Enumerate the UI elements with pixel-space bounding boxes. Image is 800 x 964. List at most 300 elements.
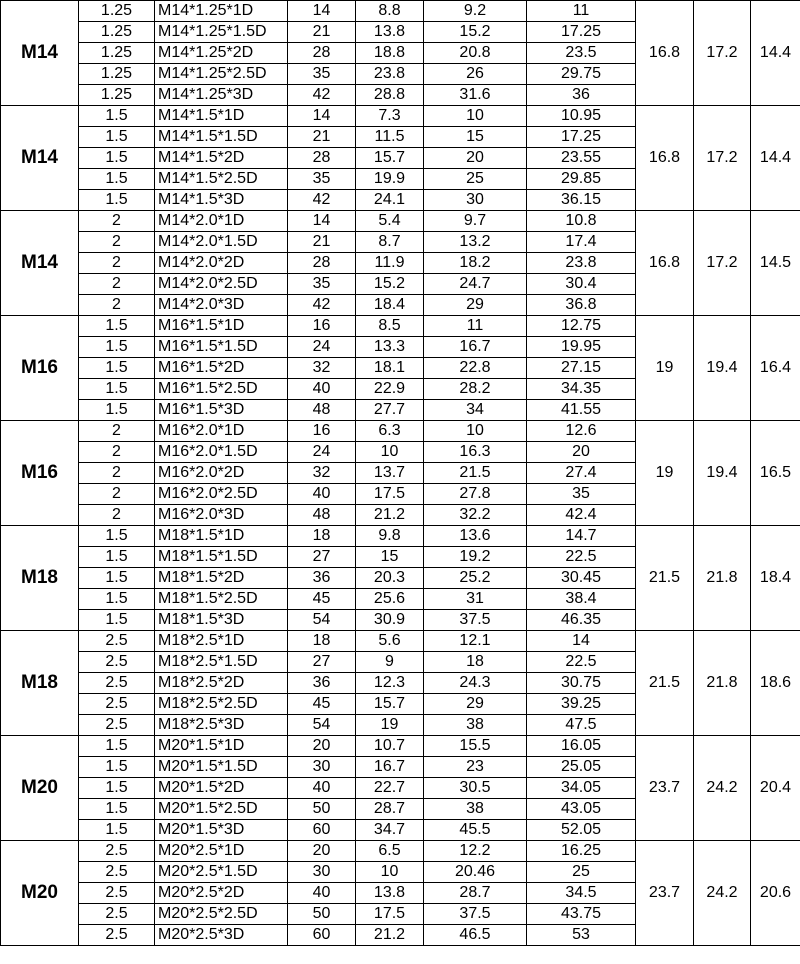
value-c-cell: 46.35 <box>527 610 636 631</box>
value-c-cell: 34.05 <box>527 778 636 799</box>
dimension-1-cell: 23.7 <box>636 841 694 946</box>
dimension-3-cell: 20.4 <box>751 736 800 841</box>
pitch-cell: 1.5 <box>79 757 155 778</box>
value-a-cell: 13.3 <box>356 337 424 358</box>
model-cell: M14*1.5*2D <box>155 148 288 169</box>
length-cell: 30 <box>288 757 356 778</box>
value-a-cell: 24.1 <box>356 190 424 211</box>
dimension-3-cell: 16.5 <box>751 421 800 526</box>
dimension-2-cell: 21.8 <box>694 526 751 631</box>
pitch-cell: 1.5 <box>79 547 155 568</box>
value-b-cell: 22.8 <box>424 358 527 379</box>
length-cell: 50 <box>288 904 356 925</box>
value-b-cell: 20.8 <box>424 43 527 64</box>
dimension-3-cell: 18.4 <box>751 526 800 631</box>
model-cell: M16*1.5*3D <box>155 400 288 421</box>
value-c-cell: 43.75 <box>527 904 636 925</box>
value-c-cell: 34.35 <box>527 379 636 400</box>
length-cell: 21 <box>288 127 356 148</box>
value-b-cell: 38 <box>424 715 527 736</box>
value-c-cell: 14 <box>527 631 636 652</box>
value-b-cell: 25 <box>424 169 527 190</box>
value-a-cell: 9.8 <box>356 526 424 547</box>
thread-size-cell: M14 <box>1 1 79 106</box>
value-c-cell: 53 <box>527 925 636 946</box>
dimension-1-cell: 19 <box>636 316 694 421</box>
length-cell: 42 <box>288 85 356 106</box>
value-c-cell: 47.5 <box>527 715 636 736</box>
value-c-cell: 11 <box>527 1 636 22</box>
value-c-cell: 16.25 <box>527 841 636 862</box>
value-b-cell: 46.5 <box>424 925 527 946</box>
value-b-cell: 27.8 <box>424 484 527 505</box>
value-b-cell: 15.5 <box>424 736 527 757</box>
length-cell: 60 <box>288 820 356 841</box>
length-cell: 36 <box>288 673 356 694</box>
value-a-cell: 15.7 <box>356 694 424 715</box>
pitch-cell: 1.5 <box>79 358 155 379</box>
pitch-cell: 2 <box>79 232 155 253</box>
value-b-cell: 19.2 <box>424 547 527 568</box>
value-c-cell: 36.8 <box>527 295 636 316</box>
value-c-cell: 29.75 <box>527 64 636 85</box>
model-cell: M20*1.5*2D <box>155 778 288 799</box>
value-a-cell: 15.7 <box>356 148 424 169</box>
length-cell: 40 <box>288 379 356 400</box>
pitch-cell: 2 <box>79 253 155 274</box>
length-cell: 27 <box>288 652 356 673</box>
value-a-cell: 13.8 <box>356 883 424 904</box>
value-a-cell: 8.5 <box>356 316 424 337</box>
value-a-cell: 12.3 <box>356 673 424 694</box>
pitch-cell: 2 <box>79 442 155 463</box>
dimension-1-cell: 16.8 <box>636 211 694 316</box>
thread-size-cell: M20 <box>1 841 79 946</box>
length-cell: 20 <box>288 736 356 757</box>
length-cell: 45 <box>288 694 356 715</box>
length-cell: 16 <box>288 421 356 442</box>
value-b-cell: 31 <box>424 589 527 610</box>
value-c-cell: 30.45 <box>527 568 636 589</box>
value-a-cell: 16.7 <box>356 757 424 778</box>
pitch-cell: 1.5 <box>79 400 155 421</box>
model-cell: M16*1.5*1D <box>155 316 288 337</box>
thread-size-cell: M18 <box>1 631 79 736</box>
model-cell: M20*2.5*2D <box>155 883 288 904</box>
dimension-3-cell: 14.4 <box>751 106 800 211</box>
value-a-cell: 10 <box>356 442 424 463</box>
thread-size-cell: M16 <box>1 316 79 421</box>
pitch-cell: 1.25 <box>79 43 155 64</box>
value-a-cell: 34.7 <box>356 820 424 841</box>
model-cell: M14*1.5*2.5D <box>155 169 288 190</box>
value-a-cell: 19 <box>356 715 424 736</box>
value-c-cell: 52.05 <box>527 820 636 841</box>
pitch-cell: 2.5 <box>79 904 155 925</box>
value-a-cell: 19.9 <box>356 169 424 190</box>
pitch-cell: 1.5 <box>79 169 155 190</box>
model-cell: M14*1.25*1.5D <box>155 22 288 43</box>
value-a-cell: 8.8 <box>356 1 424 22</box>
pitch-cell: 1.5 <box>79 148 155 169</box>
length-cell: 45 <box>288 589 356 610</box>
dimension-2-cell: 17.2 <box>694 211 751 316</box>
value-c-cell: 17.25 <box>527 127 636 148</box>
length-cell: 32 <box>288 463 356 484</box>
dimension-1-cell: 21.5 <box>636 526 694 631</box>
dimension-3-cell: 14.5 <box>751 211 800 316</box>
pitch-cell: 1.5 <box>79 337 155 358</box>
length-cell: 27 <box>288 547 356 568</box>
value-b-cell: 26 <box>424 64 527 85</box>
length-cell: 54 <box>288 610 356 631</box>
length-cell: 24 <box>288 337 356 358</box>
value-a-cell: 18.4 <box>356 295 424 316</box>
length-cell: 48 <box>288 505 356 526</box>
thread-size-cell: M16 <box>1 421 79 526</box>
value-a-cell: 13.7 <box>356 463 424 484</box>
dimension-3-cell: 20.6 <box>751 841 800 946</box>
dimension-1-cell: 16.8 <box>636 106 694 211</box>
value-b-cell: 12.1 <box>424 631 527 652</box>
dimension-2-cell: 24.2 <box>694 841 751 946</box>
pitch-cell: 1.5 <box>79 526 155 547</box>
value-c-cell: 43.05 <box>527 799 636 820</box>
value-b-cell: 38 <box>424 799 527 820</box>
length-cell: 21 <box>288 22 356 43</box>
value-c-cell: 38.4 <box>527 589 636 610</box>
length-cell: 14 <box>288 1 356 22</box>
value-b-cell: 25.2 <box>424 568 527 589</box>
value-c-cell: 19.95 <box>527 337 636 358</box>
model-cell: M18*1.5*2D <box>155 568 288 589</box>
pitch-cell: 1.5 <box>79 379 155 400</box>
model-cell: M18*2.5*1.5D <box>155 652 288 673</box>
pitch-cell: 2 <box>79 463 155 484</box>
pitch-cell: 2.5 <box>79 652 155 673</box>
value-c-cell: 17.25 <box>527 22 636 43</box>
length-cell: 24 <box>288 442 356 463</box>
value-c-cell: 10.95 <box>527 106 636 127</box>
model-cell: M20*1.5*1D <box>155 736 288 757</box>
value-a-cell: 28.7 <box>356 799 424 820</box>
model-cell: M14*1.25*2.5D <box>155 64 288 85</box>
pitch-cell: 2.5 <box>79 841 155 862</box>
pitch-cell: 1.5 <box>79 127 155 148</box>
value-a-cell: 7.3 <box>356 106 424 127</box>
pitch-cell: 1.25 <box>79 85 155 106</box>
model-cell: M20*2.5*1.5D <box>155 862 288 883</box>
value-c-cell: 36.15 <box>527 190 636 211</box>
pitch-cell: 2 <box>79 211 155 232</box>
value-b-cell: 20.46 <box>424 862 527 883</box>
length-cell: 50 <box>288 799 356 820</box>
value-a-cell: 15.2 <box>356 274 424 295</box>
value-a-cell: 22.9 <box>356 379 424 400</box>
value-c-cell: 10.8 <box>527 211 636 232</box>
dimension-2-cell: 19.4 <box>694 316 751 421</box>
value-c-cell: 36 <box>527 85 636 106</box>
pitch-cell: 1.5 <box>79 736 155 757</box>
dimension-2-cell: 24.2 <box>694 736 751 841</box>
length-cell: 18 <box>288 631 356 652</box>
value-b-cell: 13.2 <box>424 232 527 253</box>
value-a-cell: 28.8 <box>356 85 424 106</box>
table-row <box>1 316 800 337</box>
table-row <box>1 106 800 127</box>
value-b-cell: 18.2 <box>424 253 527 274</box>
dimension-3-cell: 18.6 <box>751 631 800 736</box>
length-cell: 36 <box>288 568 356 589</box>
value-c-cell: 22.5 <box>527 652 636 673</box>
length-cell: 30 <box>288 862 356 883</box>
pitch-cell: 2.5 <box>79 694 155 715</box>
length-cell: 60 <box>288 925 356 946</box>
model-cell: M14*1.5*3D <box>155 190 288 211</box>
model-cell: M18*2.5*2.5D <box>155 694 288 715</box>
dimension-1-cell: 19 <box>636 421 694 526</box>
pitch-cell: 2 <box>79 274 155 295</box>
value-b-cell: 12.2 <box>424 841 527 862</box>
value-b-cell: 32.2 <box>424 505 527 526</box>
table-row <box>1 211 800 232</box>
model-cell: M14*1.5*1.5D <box>155 127 288 148</box>
table-row <box>1 736 800 757</box>
pitch-cell: 1.5 <box>79 568 155 589</box>
value-b-cell: 20 <box>424 148 527 169</box>
model-cell: M16*2.0*2D <box>155 463 288 484</box>
model-cell: M16*2.0*3D <box>155 505 288 526</box>
table-row <box>1 841 800 862</box>
value-b-cell: 29 <box>424 694 527 715</box>
value-c-cell: 14.7 <box>527 526 636 547</box>
length-cell: 48 <box>288 400 356 421</box>
length-cell: 35 <box>288 274 356 295</box>
model-cell: M18*1.5*3D <box>155 610 288 631</box>
length-cell: 14 <box>288 211 356 232</box>
pitch-cell: 2.5 <box>79 925 155 946</box>
value-c-cell: 30.75 <box>527 673 636 694</box>
value-b-cell: 16.7 <box>424 337 527 358</box>
value-a-cell: 18.8 <box>356 43 424 64</box>
model-cell: M14*2.0*2D <box>155 253 288 274</box>
pitch-cell: 1.5 <box>79 589 155 610</box>
dimension-1-cell: 16.8 <box>636 1 694 106</box>
value-a-cell: 9 <box>356 652 424 673</box>
dimension-3-cell: 16.4 <box>751 316 800 421</box>
value-b-cell: 18 <box>424 652 527 673</box>
value-b-cell: 10 <box>424 106 527 127</box>
value-b-cell: 28.7 <box>424 883 527 904</box>
dimension-1-cell: 23.7 <box>636 736 694 841</box>
value-b-cell: 37.5 <box>424 610 527 631</box>
dimension-1-cell: 21.5 <box>636 631 694 736</box>
length-cell: 35 <box>288 64 356 85</box>
value-c-cell: 12.6 <box>527 421 636 442</box>
model-cell: M16*1.5*1.5D <box>155 337 288 358</box>
model-cell: M18*1.5*1.5D <box>155 547 288 568</box>
dimension-2-cell: 19.4 <box>694 421 751 526</box>
value-b-cell: 45.5 <box>424 820 527 841</box>
model-cell: M20*2.5*2.5D <box>155 904 288 925</box>
value-a-cell: 11.5 <box>356 127 424 148</box>
value-b-cell: 34 <box>424 400 527 421</box>
value-b-cell: 13.6 <box>424 526 527 547</box>
length-cell: 40 <box>288 484 356 505</box>
length-cell: 32 <box>288 358 356 379</box>
pitch-cell: 2.5 <box>79 883 155 904</box>
pitch-cell: 1.25 <box>79 22 155 43</box>
value-a-cell: 17.5 <box>356 904 424 925</box>
value-b-cell: 31.6 <box>424 85 527 106</box>
spec-table-body <box>1 1 800 946</box>
model-cell: M20*2.5*1D <box>155 841 288 862</box>
value-b-cell: 30.5 <box>424 778 527 799</box>
value-c-cell: 29.85 <box>527 169 636 190</box>
pitch-cell: 1.5 <box>79 820 155 841</box>
pitch-cell: 2.5 <box>79 715 155 736</box>
dimension-2-cell: 21.8 <box>694 631 751 736</box>
pitch-cell: 2 <box>79 421 155 442</box>
pitch-cell: 1.25 <box>79 64 155 85</box>
value-a-cell: 6.3 <box>356 421 424 442</box>
value-a-cell: 20.3 <box>356 568 424 589</box>
value-c-cell: 30.4 <box>527 274 636 295</box>
length-cell: 21 <box>288 232 356 253</box>
value-c-cell: 23.8 <box>527 253 636 274</box>
value-a-cell: 25.6 <box>356 589 424 610</box>
table-row <box>1 526 800 547</box>
pitch-cell: 2.5 <box>79 862 155 883</box>
length-cell: 28 <box>288 148 356 169</box>
model-cell: M14*2.0*1D <box>155 211 288 232</box>
dimension-2-cell: 17.2 <box>694 106 751 211</box>
pitch-cell: 2 <box>79 484 155 505</box>
value-c-cell: 17.4 <box>527 232 636 253</box>
value-b-cell: 11 <box>424 316 527 337</box>
thread-size-cell: M20 <box>1 736 79 841</box>
pitch-cell: 2.5 <box>79 631 155 652</box>
value-a-cell: 15 <box>356 547 424 568</box>
model-cell: M20*1.5*1.5D <box>155 757 288 778</box>
length-cell: 28 <box>288 253 356 274</box>
model-cell: M14*1.25*1D <box>155 1 288 22</box>
value-a-cell: 10.7 <box>356 736 424 757</box>
value-c-cell: 23.5 <box>527 43 636 64</box>
model-cell: M18*1.5*2.5D <box>155 589 288 610</box>
thread-size-cell: M18 <box>1 526 79 631</box>
value-b-cell: 9.7 <box>424 211 527 232</box>
model-cell: M16*1.5*2.5D <box>155 379 288 400</box>
value-b-cell: 29 <box>424 295 527 316</box>
table-row <box>1 631 800 652</box>
dimension-3-cell: 14.4 <box>751 1 800 106</box>
thread-size-cell: M14 <box>1 211 79 316</box>
length-cell: 14 <box>288 106 356 127</box>
value-c-cell: 39.25 <box>527 694 636 715</box>
length-cell: 40 <box>288 778 356 799</box>
value-a-cell: 13.8 <box>356 22 424 43</box>
value-c-cell: 27.15 <box>527 358 636 379</box>
model-cell: M16*2.0*1.5D <box>155 442 288 463</box>
length-cell: 20 <box>288 841 356 862</box>
value-a-cell: 5.4 <box>356 211 424 232</box>
pitch-cell: 1.5 <box>79 799 155 820</box>
value-b-cell: 15.2 <box>424 22 527 43</box>
value-b-cell: 9.2 <box>424 1 527 22</box>
value-c-cell: 41.55 <box>527 400 636 421</box>
pitch-cell: 1.5 <box>79 190 155 211</box>
length-cell: 35 <box>288 169 356 190</box>
table-row <box>1 1 800 22</box>
value-c-cell: 35 <box>527 484 636 505</box>
value-a-cell: 27.7 <box>356 400 424 421</box>
value-a-cell: 21.2 <box>356 925 424 946</box>
model-cell: M20*1.5*2.5D <box>155 799 288 820</box>
value-a-cell: 22.7 <box>356 778 424 799</box>
model-cell: M20*2.5*3D <box>155 925 288 946</box>
model-cell: M14*1.25*3D <box>155 85 288 106</box>
value-c-cell: 20 <box>527 442 636 463</box>
model-cell: M14*2.0*3D <box>155 295 288 316</box>
table-row <box>1 421 800 442</box>
value-c-cell: 22.5 <box>527 547 636 568</box>
value-c-cell: 25.05 <box>527 757 636 778</box>
dimension-2-cell: 17.2 <box>694 1 751 106</box>
model-cell: M18*2.5*2D <box>155 673 288 694</box>
length-cell: 16 <box>288 316 356 337</box>
value-a-cell: 5.6 <box>356 631 424 652</box>
value-b-cell: 28.2 <box>424 379 527 400</box>
length-cell: 18 <box>288 526 356 547</box>
model-cell: M18*1.5*1D <box>155 526 288 547</box>
value-b-cell: 15 <box>424 127 527 148</box>
value-a-cell: 17.5 <box>356 484 424 505</box>
model-cell: M16*1.5*2D <box>155 358 288 379</box>
length-cell: 28 <box>288 43 356 64</box>
model-cell: M14*2.0*2.5D <box>155 274 288 295</box>
value-a-cell: 23.8 <box>356 64 424 85</box>
pitch-cell: 1.5 <box>79 316 155 337</box>
model-cell: M20*1.5*3D <box>155 820 288 841</box>
value-b-cell: 37.5 <box>424 904 527 925</box>
length-cell: 40 <box>288 883 356 904</box>
value-c-cell: 25 <box>527 862 636 883</box>
pitch-cell: 1.5 <box>79 610 155 631</box>
model-cell: M18*2.5*1D <box>155 631 288 652</box>
value-a-cell: 11.9 <box>356 253 424 274</box>
value-b-cell: 21.5 <box>424 463 527 484</box>
model-cell: M18*2.5*3D <box>155 715 288 736</box>
value-b-cell: 24.7 <box>424 274 527 295</box>
value-a-cell: 8.7 <box>356 232 424 253</box>
value-b-cell: 10 <box>424 421 527 442</box>
value-c-cell: 42.4 <box>527 505 636 526</box>
value-b-cell: 23 <box>424 757 527 778</box>
pitch-cell: 1.5 <box>79 778 155 799</box>
pitch-cell: 2.5 <box>79 673 155 694</box>
pitch-cell: 2 <box>79 505 155 526</box>
value-c-cell: 12.75 <box>527 316 636 337</box>
model-cell: M14*2.0*1.5D <box>155 232 288 253</box>
model-cell: M16*2.0*2.5D <box>155 484 288 505</box>
value-a-cell: 18.1 <box>356 358 424 379</box>
model-cell: M16*2.0*1D <box>155 421 288 442</box>
pitch-cell: 2 <box>79 295 155 316</box>
length-cell: 42 <box>288 295 356 316</box>
pitch-cell: 1.25 <box>79 1 155 22</box>
value-a-cell: 30.9 <box>356 610 424 631</box>
